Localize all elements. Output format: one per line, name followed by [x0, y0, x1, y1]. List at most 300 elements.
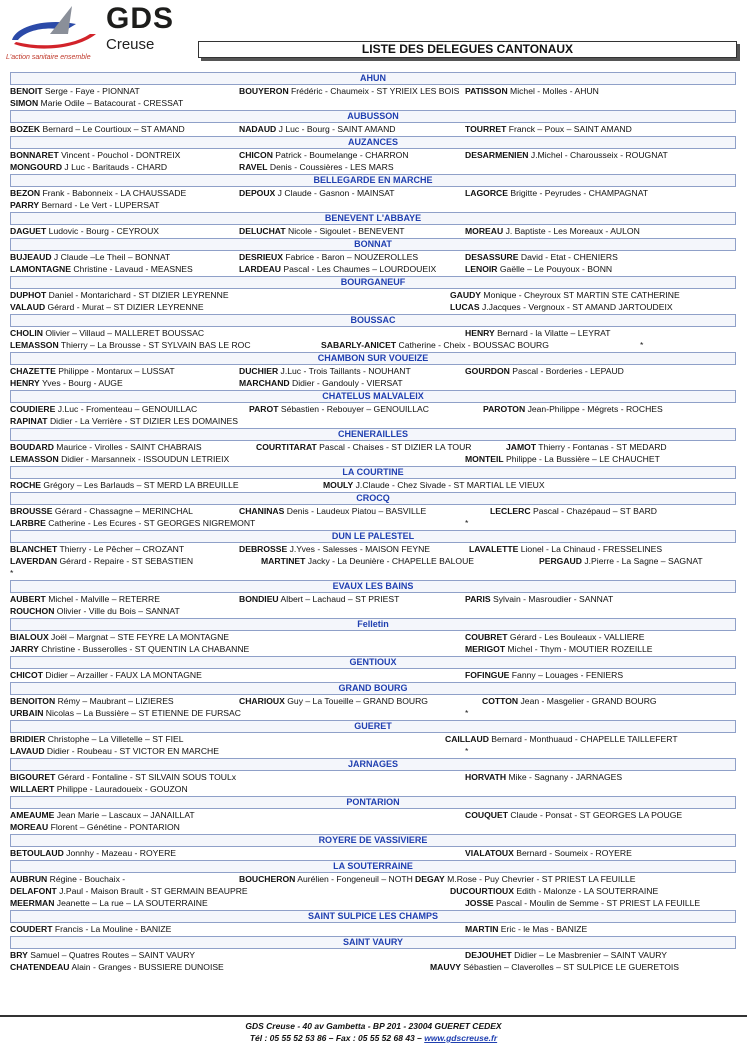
- canton-header: CHAMBON SUR VOUEIZE: [10, 352, 736, 365]
- delegate-entry: [10, 897, 208, 909]
- delegate-row: [10, 479, 736, 491]
- delegate-surname: PAROT: [249, 404, 279, 414]
- delegate-details: Joël – Margnat – STE FEYRE LA MONTAGNE: [48, 632, 230, 642]
- delegate-row: [10, 327, 736, 339]
- canton-header: BOURGANEUF: [10, 276, 736, 289]
- delegate-details: Vincent - Pouchol - DONTREIX: [58, 150, 181, 160]
- delegate-surname: MONGOURD: [10, 162, 63, 172]
- delegate-surname: HENRY: [10, 378, 40, 388]
- delegate-surname: JARRY: [10, 644, 39, 654]
- delegate-details: Pascal - Chazépaud – ST BARD: [530, 506, 658, 516]
- delegate-details: Fanny – Louages - FENIERS: [509, 670, 624, 680]
- delegate-surname: CHICON: [239, 150, 273, 160]
- delegate-details: Gaëlle – Le Pouyoux - BONN: [497, 264, 613, 274]
- delegate-entry: [10, 707, 241, 719]
- delegate-entry: [10, 605, 180, 617]
- canton-header: AUBUSSON: [10, 110, 736, 123]
- delegate-row: [10, 695, 736, 707]
- delegate-row: [10, 289, 736, 301]
- delegate-entry: [239, 543, 430, 555]
- delegate-details: Grégory – Les Barlauds – ST MERD LA BREUILLE: [41, 480, 239, 490]
- delegate-entry: [321, 339, 549, 351]
- delegate-entry: [10, 327, 204, 339]
- delegate-entry: [239, 873, 413, 885]
- delegate-details: Nicole - Sigoulet - BENEVENT: [285, 226, 405, 236]
- delegate-details: Serge - Faye - PIONNAT: [42, 86, 140, 96]
- delegate-details: Pascal - Borderies - LEPAUD: [509, 366, 624, 376]
- delegate-details: Denis - Coussières - LES MARS: [267, 162, 394, 172]
- delegate-details: Eric - le Mas - BANIZE: [498, 924, 588, 934]
- delegate-entry: [10, 479, 239, 491]
- delegate-row: [10, 897, 736, 909]
- delegate-details: Sébastien – Claverolles – ST SULPICE LE GUERETOIS: [461, 962, 680, 972]
- delegate-surname: LECLERC: [490, 506, 531, 516]
- delegate-details: Bernard - Le Vert - LUPERSAT: [39, 200, 160, 210]
- delegate-entry: [450, 301, 673, 313]
- delegate-surname: COUDIERE: [10, 404, 56, 414]
- delegate-details: Lionel - La Chinaud - FRESSELINES: [518, 544, 663, 554]
- canton-header: CROCQ: [10, 492, 736, 505]
- canton-header: Felletin: [10, 618, 736, 631]
- delegate-row: [10, 593, 736, 605]
- delegate-surname: JAMOT: [506, 442, 537, 452]
- delegate-entry: [490, 505, 657, 517]
- delegate-surname: DUPHOT: [10, 290, 47, 300]
- delegate-entry: [261, 555, 474, 567]
- delegate-surname: SABARLY-ANICET: [321, 340, 397, 350]
- delegate-row: [10, 339, 736, 351]
- delegate-row: [10, 505, 736, 517]
- delegate-details: Brigitte - Peyrudes - CHAMPAGNAT: [507, 188, 649, 198]
- delegate-details: Didier - Gandouly - VIERSAT: [289, 378, 403, 388]
- delegate-details: Gérard - Fontaline - ST SILVAIN SOUS TOULx: [55, 772, 237, 782]
- delegate-details: Pascal - Moulin de Semme - ST PRIEST LA FEUILLE: [493, 898, 701, 908]
- delegate-surname: ROUCHON: [10, 606, 55, 616]
- footer-divider: [0, 1015, 747, 1017]
- delegate-details: Nicolas – La Bussière – ST ETIENNE DE FURSAC: [43, 708, 241, 718]
- delegate-entry: [10, 771, 236, 783]
- delegate-entry: [465, 263, 612, 275]
- delegate-details: Gérard - Murat – ST DIZIER LEYRENNE: [45, 302, 204, 312]
- delegate-details: Olivier - Ville du Bois – SANNAT: [54, 606, 180, 616]
- delegate-details: Claude - Ponsat - ST GEORGES LA POUGE: [507, 810, 683, 820]
- delegate-entry: [10, 403, 197, 415]
- delegate-surname: MARTIN: [465, 924, 499, 934]
- delegate-entry: [465, 225, 640, 237]
- delegate-row: [10, 669, 736, 681]
- delegate-surname: MAUVY: [430, 962, 462, 972]
- delegate-details: Christophe – La Villetelle – ST FIEL: [45, 734, 184, 744]
- canton-header: BOUSSAC: [10, 314, 736, 327]
- canton-header: CHATELUS MALVALEIX: [10, 390, 736, 403]
- delegate-surname: CAILLAUD: [445, 734, 489, 744]
- delegate-details: Denis - Laudeux Piatou – BASVILLE: [284, 506, 427, 516]
- delegate-details: *: [465, 518, 469, 528]
- delegate-row: [10, 441, 736, 453]
- delegate-entry: [10, 847, 176, 859]
- delegate-surname: MOREAU: [10, 822, 49, 832]
- delegate-details: Pascal - Chaises - ST DIZIER LA TOUR: [316, 442, 472, 452]
- delegate-details: Bernard – Le Courtioux – ST AMAND: [40, 124, 185, 134]
- delegate-entry: [249, 403, 429, 415]
- delegate-surname: MOULY: [323, 480, 354, 490]
- canton-header: LA SOUTERRAINE: [10, 860, 736, 873]
- footer-contact: [0, 1032, 747, 1044]
- delegate-row: [10, 161, 736, 173]
- delegate-entry: [10, 885, 248, 897]
- delegate-details: J.Pierre - La Sagne – SAGNAT: [581, 556, 703, 566]
- delegate-entry: [465, 643, 653, 655]
- delegate-entry: [10, 365, 175, 377]
- delegate-surname: COUQUET: [465, 810, 508, 820]
- delegate-details: J. Baptiste - Les Moreaux - AULON: [503, 226, 640, 236]
- delegate-details: Samuel – Quatres Routes – SAINT VAURY: [27, 950, 196, 960]
- delegate-details: Pascal - Les Chaumes – LOURDOUEIX: [281, 264, 437, 274]
- delegate-row: [10, 707, 736, 719]
- canton-header: PONTARION: [10, 796, 736, 809]
- delegate-surname: PATISSON: [465, 86, 508, 96]
- delegate-surname: MARCHAND: [239, 378, 290, 388]
- delegate-entry: [465, 949, 667, 961]
- tagline: L'action sanitaire ensemble: [6, 54, 91, 61]
- header: [0, 0, 747, 68]
- delegate-entry: [465, 593, 613, 605]
- delegate-surname: DEGAY: [415, 874, 445, 884]
- delegate-surname: BETOULAUD: [10, 848, 64, 858]
- delegate-row: [10, 263, 736, 275]
- delegate-details: Gérard - Chassagne – MERINCHAL: [52, 506, 193, 516]
- delegate-surname: LEMASSON: [10, 340, 59, 350]
- delegate-surname: LAMONTAGNE: [10, 264, 71, 274]
- delegate-entry: [450, 885, 658, 897]
- delegate-entry: [239, 161, 394, 173]
- delegate-entry: [539, 555, 703, 567]
- delegate-details: J Luc - Baritauds - CHARD: [62, 162, 168, 172]
- delegate-surname: CHANINAS: [239, 506, 285, 516]
- delegate-surname: LAVALETTE: [469, 544, 519, 554]
- delegate-details: *: [465, 746, 469, 756]
- delegate-surname: LARDEAU: [239, 264, 282, 274]
- delegate-row: [10, 949, 736, 961]
- document-title: LISTE DES DELEGUES CANTONAUX: [198, 41, 737, 58]
- delegate-entry: [10, 301, 204, 313]
- canton-header: JARNAGES: [10, 758, 736, 771]
- delegate-entry: [10, 505, 193, 517]
- canton-header: GENTIOUX: [10, 656, 736, 669]
- delegate-surname: HORVATH: [465, 772, 507, 782]
- delegate-details: Bernard - la Vilatte – LEYRAT: [494, 328, 611, 338]
- delegate-details: Philippe - La Bussière – LE CHAUCHET: [503, 454, 660, 464]
- delegate-entry: [10, 187, 186, 199]
- delegate-surname: LEMASSON: [10, 454, 59, 464]
- delegate-details: Bernard - Soumeix - ROYERE: [513, 848, 632, 858]
- delegate-surname: MEERMAN: [10, 898, 55, 908]
- delegate-details: Marie Odile – Batacourat - CRESSAT: [38, 98, 184, 108]
- delegate-surname: BLANCHET: [10, 544, 58, 554]
- delegate-surname: BOUDARD: [10, 442, 54, 452]
- delegate-surname: BRIDIER: [10, 734, 46, 744]
- delegate-entry: [10, 961, 224, 973]
- canton-header: LA COURTINE: [10, 466, 736, 479]
- delegate-surname: PERGAUD: [539, 556, 582, 566]
- delegate-entry: [10, 441, 202, 453]
- delegate-details: J.Jacques - Vergnoux - ST AMAND JARTOUDEIX: [479, 302, 673, 312]
- delegate-details: Didier - Marsanneix - ISSOUDUN LETRIEIX: [58, 454, 230, 464]
- delegate-entry: [465, 187, 648, 199]
- delegate-row: [10, 733, 736, 745]
- delegate-row: [10, 555, 736, 567]
- footer-phone-fax: Tél : 05 55 52 53 86 – Fax : 05 55 52 68 43 –: [249, 1033, 422, 1043]
- delegate-details: Yves - Bourg - AUGE: [39, 378, 123, 388]
- delegate-details: Fabrice - Baron – NOUZEROLLES: [282, 252, 419, 262]
- delegate-details: J.Paul - Maison Brault - ST GERMAIN BEAUPRE: [56, 886, 248, 896]
- delegate-entry: [465, 669, 623, 681]
- delegate-entry: [450, 289, 680, 301]
- delegate-row: [10, 631, 736, 643]
- delegate-entry: [465, 85, 599, 97]
- delegate-entry: [239, 365, 411, 377]
- delegate-surname: SIMON: [10, 98, 39, 108]
- delegate-surname: DESRIEUX: [239, 252, 283, 262]
- delegate-surname: MARTINET: [261, 556, 306, 566]
- delegate-entry: [10, 949, 195, 961]
- delegate-details: Jonnhy - Mazeau - ROYERE: [63, 848, 177, 858]
- delegate-entry: [10, 643, 249, 655]
- delegate-details: Daniel - Montarichard - ST DIZIER LEYRENNE: [46, 290, 229, 300]
- delegate-entry: [239, 85, 459, 97]
- delegate-surname: PARIS: [465, 594, 491, 604]
- delegate-details: Ludovic - Bourg - CEYROUX: [46, 226, 160, 236]
- delegate-entry: [465, 251, 618, 263]
- delegate-entry: [415, 873, 636, 885]
- delegate-details: J Claude –Le Theil – BONNAT: [51, 252, 171, 262]
- delegate-entry: [10, 123, 185, 135]
- brand-subtitle: Creuse: [106, 36, 155, 53]
- delegate-details: Aurélien - Fongeneuil – NOTH: [295, 874, 413, 884]
- delegate-surname: JOSSE: [465, 898, 494, 908]
- delegate-entry: [430, 961, 679, 973]
- delegate-surname: BOZEK: [10, 124, 41, 134]
- delegate-entry: [10, 555, 193, 567]
- delegate-details: Edith - Malonze - LA SOUTERRAINE: [513, 886, 659, 896]
- delegate-details: Thierry - Fontanas - ST MEDARD: [536, 442, 667, 452]
- delegate-row: [10, 885, 736, 897]
- canton-header: GRAND BOURG: [10, 682, 736, 695]
- delegate-entry: [239, 187, 395, 199]
- delegate-details: Didier - Roubeau - ST VICTOR EN MARCHE: [44, 746, 219, 756]
- delegate-entry: [640, 339, 643, 351]
- delegate-surname: HENRY: [465, 328, 495, 338]
- delegate-entry: [10, 199, 159, 211]
- delegate-entry: [239, 593, 399, 605]
- delegate-entry: [239, 123, 395, 135]
- delegate-row: [10, 847, 736, 859]
- brand-name: GDS: [106, 2, 175, 35]
- delegate-surname: WILLAERT: [10, 784, 55, 794]
- delegate-entry: [10, 783, 188, 795]
- delegate-entry: [10, 669, 202, 681]
- delegate-surname: VIALATOUX: [465, 848, 514, 858]
- delegate-surname: TOURRET: [465, 124, 507, 134]
- delegate-surname: DEPOUX: [239, 188, 276, 198]
- delegate-entry: [10, 923, 171, 935]
- delegate-entry: [10, 733, 184, 745]
- delegate-surname: BEZON: [10, 188, 41, 198]
- delegate-row: [10, 543, 736, 555]
- delegate-details: Christine - Busserolles - ST QUENTIN LA CHABANNE: [38, 644, 250, 654]
- delegate-entry: [10, 415, 238, 427]
- delegate-row: [10, 365, 736, 377]
- delegate-surname: BOUYERON: [239, 86, 289, 96]
- delegate-entry: [10, 873, 125, 885]
- delegate-details: Philippe - Montarux – LUSSAT: [55, 366, 175, 376]
- canton-header: GUERET: [10, 720, 736, 733]
- canton-header: SAINT SULPICE LES CHAMPS: [10, 910, 736, 923]
- delegate-surname: DESARMENIEN: [465, 150, 529, 160]
- delegate-details: J.Michel - Charousseix - ROUGNAT: [528, 150, 668, 160]
- delegate-surname: LAVAUD: [10, 746, 45, 756]
- delegate-surname: CHAZETTE: [10, 366, 56, 376]
- delegate-details: Albert – Lachaud – ST PRIEST: [278, 594, 400, 604]
- delegate-entry: [465, 149, 668, 161]
- delegate-list: [10, 71, 736, 973]
- delegate-details: Philippe - Lauradoueix - GOUZON: [54, 784, 188, 794]
- delegate-entry: [10, 289, 229, 301]
- canton-header: EVAUX LES BAINS: [10, 580, 736, 593]
- delegate-entry: [465, 327, 611, 339]
- delegate-row: [10, 923, 736, 935]
- delegate-details: Frédéric - Chaumeix - ST YRIEIX LES BOIS: [288, 86, 460, 96]
- delegate-entry: [10, 251, 170, 263]
- delegate-details: Régine - Bouchaix -: [47, 874, 126, 884]
- delegate-details: *: [465, 708, 469, 718]
- delegate-details: Jacky - La Deunière - CHAPELLE BALOUE: [305, 556, 475, 566]
- delegate-row: [10, 567, 736, 579]
- delegate-details: Catherine - Cheix - BOUSSAC BOURG: [396, 340, 549, 350]
- delegate-entry: [465, 365, 624, 377]
- delegate-row: [10, 961, 736, 973]
- canton-header: AHUN: [10, 72, 736, 85]
- delegate-surname: LENOIR: [465, 264, 498, 274]
- delegate-details: Jean - Masgelier - GRAND BOURG: [518, 696, 657, 706]
- delegate-details: J.Claude - Chez Sivade - ST MARTIAL LE VIEUX: [353, 480, 545, 490]
- delegate-surname: CHOLIN: [10, 328, 43, 338]
- delegate-surname: AMEAUME: [10, 810, 55, 820]
- delegate-details: Mike - Sagnany - JARNAGES: [506, 772, 623, 782]
- delegate-entry: [465, 923, 587, 935]
- delegate-details: Didier – Arzailler - FAUX LA MONTAGNE: [42, 670, 202, 680]
- delegate-entry: [483, 403, 663, 415]
- delegate-details: David - Etat - CHENIERS: [518, 252, 618, 262]
- delegate-surname: LAVERDAN: [10, 556, 58, 566]
- footer-address: GDS Creuse - 40 av Gambetta - BP 201 - 23004 GUERET CEDEX: [245, 1021, 502, 1031]
- delegate-row: [10, 225, 736, 237]
- delegate-surname: CHATENDEAU: [10, 962, 70, 972]
- delegate-surname: DEJOUHET: [465, 950, 512, 960]
- footer-website-link[interactable]: www.gdscreuse.fr: [424, 1033, 498, 1043]
- delegate-surname: GAUDY: [450, 290, 482, 300]
- delegate-details: Gérard - Les Bouleaux - VALLIERE: [507, 632, 645, 642]
- canton-header: DUN LE PALESTEL: [10, 530, 736, 543]
- delegate-surname: DELUCHAT: [239, 226, 286, 236]
- delegate-surname: GOURDON: [465, 366, 510, 376]
- delegate-surname: BENOITON: [10, 696, 56, 706]
- delegate-entry: [465, 631, 644, 643]
- canton-header: BONNAT: [10, 238, 736, 251]
- delegate-row: [10, 123, 736, 135]
- delegate-details: *: [10, 568, 14, 578]
- delegate-row: [10, 643, 736, 655]
- delegate-row: [10, 415, 736, 427]
- delegate-entry: [465, 123, 632, 135]
- delegate-entry: [239, 225, 405, 237]
- delegate-details: Patrick - Boumelange - CHARRON: [272, 150, 409, 160]
- delegate-surname: DEBROSSE: [239, 544, 288, 554]
- delegate-details: Maurice - Virolles - SAINT CHABRAIS: [53, 442, 202, 452]
- delegate-surname: LUCAS: [450, 302, 480, 312]
- delegate-details: Sylvain - Masroudier - SANNAT: [490, 594, 614, 604]
- delegate-row: [10, 187, 736, 199]
- delegate-surname: COTTON: [482, 696, 519, 706]
- delegate-details: Frank - Babonneix - LA CHAUSSADE: [40, 188, 187, 198]
- delegate-row: [10, 403, 736, 415]
- delegate-surname: MERIGOT: [465, 644, 506, 654]
- delegate-details: Didier - La Verrière - ST DIZIER LES DOMAINES: [47, 416, 238, 426]
- delegate-surname: BONDIEU: [239, 594, 279, 604]
- canton-header: CHENERAILLES: [10, 428, 736, 441]
- delegate-details: Monique - Cheyroux ST MARTIN STE CATHERINE: [481, 290, 680, 300]
- delegate-entry: [10, 161, 167, 173]
- delegate-surname: FOFINGUE: [465, 670, 510, 680]
- delegate-surname: BIGOURET: [10, 772, 56, 782]
- delegate-details: Franck – Poux – SAINT AMAND: [506, 124, 632, 134]
- delegate-entry: [506, 441, 667, 453]
- delegate-surname: AUBRUN: [10, 874, 48, 884]
- delegate-entry: [323, 479, 545, 491]
- delegate-details: *: [640, 340, 644, 350]
- delegate-details: Christine - Lavaud - MEASNES: [70, 264, 193, 274]
- delegate-details: Guy – La Toueille – GRAND BOURG: [284, 696, 428, 706]
- canton-header: SAINT VAURY: [10, 936, 736, 949]
- delegate-entry: [239, 505, 426, 517]
- delegate-surname: DUCHIER: [239, 366, 279, 376]
- delegate-surname: DESASSURE: [465, 252, 519, 262]
- delegate-surname: COUDERT: [10, 924, 53, 934]
- delegate-details: Didier – Le Masbrenier – SAINT VAURY: [511, 950, 668, 960]
- delegate-surname: ROCHE: [10, 480, 42, 490]
- delegate-surname: DUCOURTIOUX: [450, 886, 514, 896]
- delegate-details: Jeanette – La rue – LA SOUTERRAINE: [54, 898, 208, 908]
- delegate-entry: [256, 441, 472, 453]
- delegate-entry: [10, 85, 140, 97]
- delegate-details: Catherine - Les Ecures - ST GEORGES NIGREMONT: [45, 518, 256, 528]
- delegate-details: Alain - Granges - BUSSIERE DUNOISE: [69, 962, 224, 972]
- delegate-details: Sébastien - Rebouyer – GENOUILLAC: [278, 404, 429, 414]
- delegate-details: J Claude - Gasnon - MAINSAT: [275, 188, 395, 198]
- delegate-row: [10, 517, 736, 529]
- delegate-entry: [10, 377, 123, 389]
- delegate-entry: [10, 809, 195, 821]
- delegate-details: M.Rose - Puy Chevrier - ST PRIEST LA FEUILLE: [444, 874, 636, 884]
- delegate-surname: NADAUD: [239, 124, 277, 134]
- footer: [0, 1020, 747, 1044]
- delegate-details: Bernard - Monthuaud - CHAPELLE TAILLEFERT: [488, 734, 678, 744]
- delegate-details: Thierry – La Brousse - ST SYLVAIN BAS LE ROC: [58, 340, 251, 350]
- delegate-row: [10, 745, 736, 757]
- delegate-surname: BROUSSE: [10, 506, 53, 516]
- delegate-details: Jean Marie – Lascaux – JANAILLAT: [54, 810, 195, 820]
- delegate-entry: [239, 251, 418, 263]
